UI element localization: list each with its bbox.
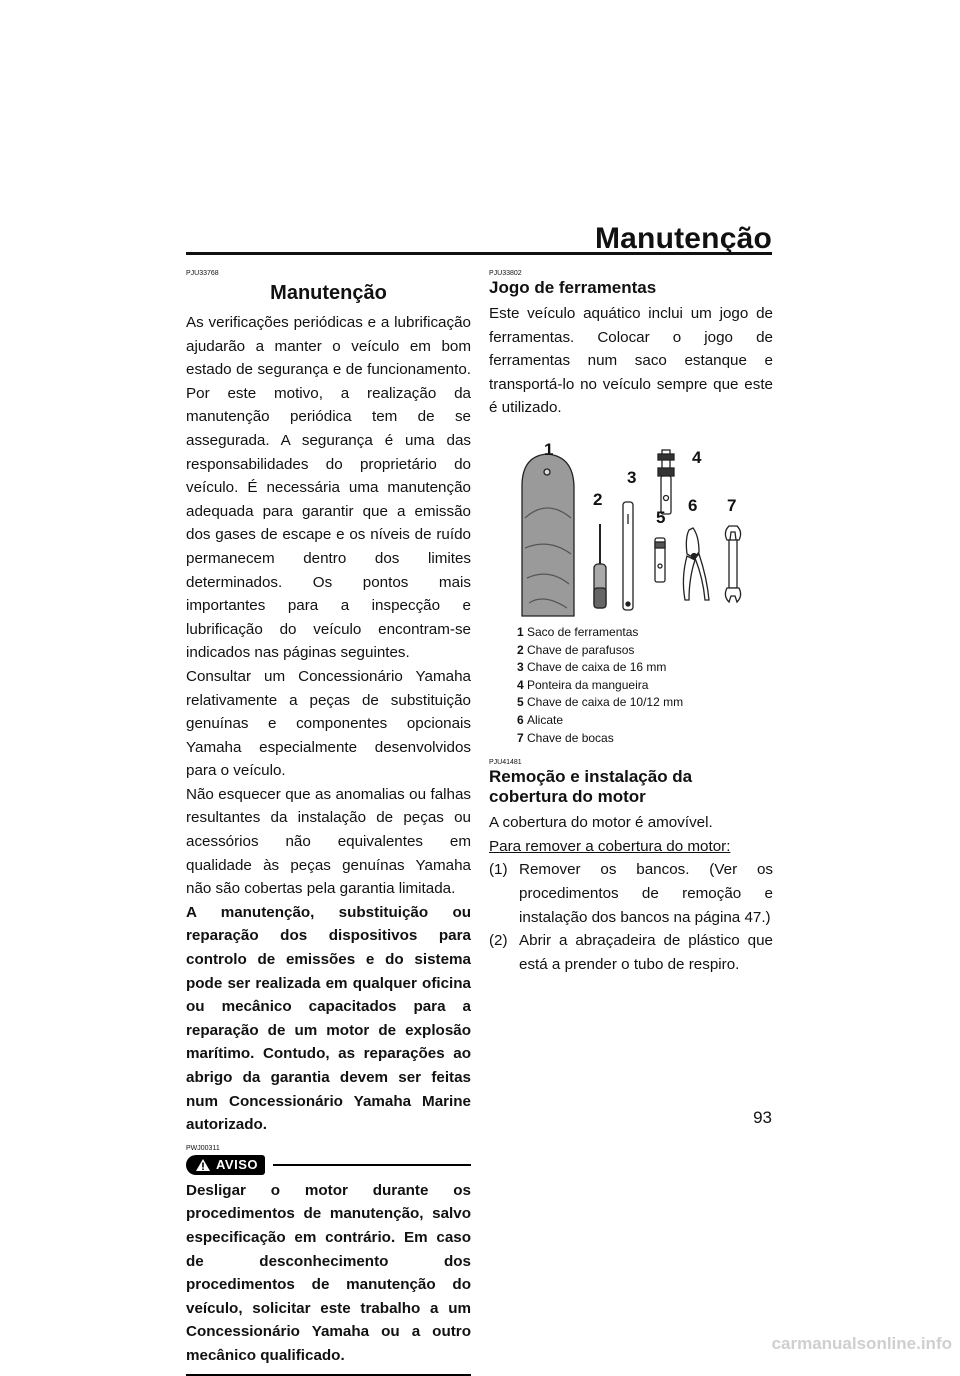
intro-paragraph: As verificações periódicas e a lubrificação ajudarão a manter o veículo em bom estado de segurança e de funcionamento. Por este motivo, a realização da manutenção periódica tem de se assegurada. A segurança é uma das responsabilidades do proprietário do veículo. É necessária uma manutenção adequada para garantir que a emissão dos gases de escape e os níveis de ruído permanecem dentro dos limites determinados. Os pontos mais importantes para a inspecção e lubrificação do veículo encontram-se indicados nas páginas seguintes. [186, 314, 471, 662]
tool-legend [517, 624, 773, 747]
callout-2: 2 [593, 489, 603, 509]
warning-rule [273, 1164, 471, 1166]
legend-item: 2 Chave de parafusos [517, 642, 635, 657]
watermark: carmanualsonline.info [771, 1334, 952, 1353]
tool-kit-illustration [489, 428, 773, 618]
hose-fitting-icon [658, 450, 674, 514]
cover-title: Remoção e instalação da cobertura do motor [489, 767, 693, 807]
right-column [489, 270, 773, 976]
legend-item: 7 Chave de bocas [517, 730, 614, 745]
callout-7: 7 [727, 495, 737, 515]
callout-6: 6 [688, 495, 698, 515]
callout-1: 1 [544, 439, 554, 459]
warning-header [186, 1153, 471, 1177]
callout-5: 5 [656, 507, 666, 527]
section-title: Manutenção [270, 282, 387, 304]
legend-item: 4 Ponteira da mangueira [517, 677, 649, 692]
cover-step: (1) Remover os bancos. (Ver os procedimentos de remoção e instalação dos bancos na página 47.) [489, 861, 773, 926]
warning-triangle-icon [195, 1158, 211, 1172]
cover-intro: A cobertura do motor é amovível. [489, 814, 713, 832]
warning-code: PWJ00311 [186, 1144, 220, 1152]
emissions-paragraph: A manutenção, substituição ou reparação dos dispositivos para controlo de emissões e do sistema pode ser realizada em qualquer oficina ou mecânico capacitados para a reparação de um motor de explosão marítimo. Contudo, as reparações ao abrigo da garantia devem ser feitas num Concessionário Yamaha Marine autorizado. [186, 903, 471, 1134]
cover-code: PJU41481 [489, 759, 522, 767]
cover-subheading: Para remover a cobertura do motor: [489, 837, 731, 855]
socket-wrench-10-12mm-icon [655, 538, 665, 582]
warning-label: AVISO [216, 1157, 258, 1173]
legend-item: 6 Alicate [517, 712, 564, 727]
tool-bag-icon [522, 454, 574, 616]
tool-kit-drawing [489, 428, 773, 618]
cover-step: (2) Abrir a abraçadeira de plástico que está a prender o tubo de respiro. [489, 932, 773, 973]
warning-box [186, 1145, 471, 1376]
section-code: PJU33768 [186, 270, 219, 277]
open-end-spanner-icon [725, 526, 740, 602]
warning-bottom-rule [186, 1374, 471, 1376]
tools-paragraph: Este veículo aquático inclui um jogo de ferramentas. Colocar o jogo de ferramentas num saco estanque e transportá-lo no veículo sempre que este é utilizado. [489, 305, 773, 417]
header-rule [186, 252, 772, 255]
callout-4: 4 [692, 447, 702, 467]
screwdriver-icon [594, 524, 606, 608]
callout-3: 3 [627, 467, 637, 487]
left-column [186, 270, 471, 1376]
socket-wrench-16mm-icon [623, 502, 633, 610]
dealer-paragraph: Consultar um Concessionário Yamaha relativamente a peças de substituição genuínas e componentes opcionais Yamaha especialmente desenvolvidos para o veículo. [186, 667, 471, 780]
warning-badge [186, 1155, 265, 1175]
warranty-paragraph: Não esquecer que as anomalias ou falhas resultantes da instalação de peças ou acessórios não equivalentes em qualidade às peças genuínas Yamaha não são cobertas pela garantia limitada. [186, 785, 471, 898]
tools-title: Jogo de ferramentas [489, 278, 657, 297]
legend-item: 5 Chave de caixa de 10/12 mm [517, 695, 684, 710]
legend-item: 1 Saco de ferramentas [517, 624, 639, 639]
page-header-title: Manutenção [594, 222, 772, 255]
warning-text: Desligar o motor durante os procedimentos de manutenção, salvo especificação em contrário. Em caso de desconhecimento dos procedimentos de manutenção do veículo, solicitar este trabalho a um Concessionário Yamaha ou a outro mecânico qualificado. [186, 1181, 471, 1364]
tools-code: PJU33802 [489, 270, 522, 277]
pliers-icon [683, 528, 709, 600]
page-number: 93 [753, 1108, 772, 1127]
legend-item: 3 Chave de caixa de 16 mm [517, 660, 667, 675]
